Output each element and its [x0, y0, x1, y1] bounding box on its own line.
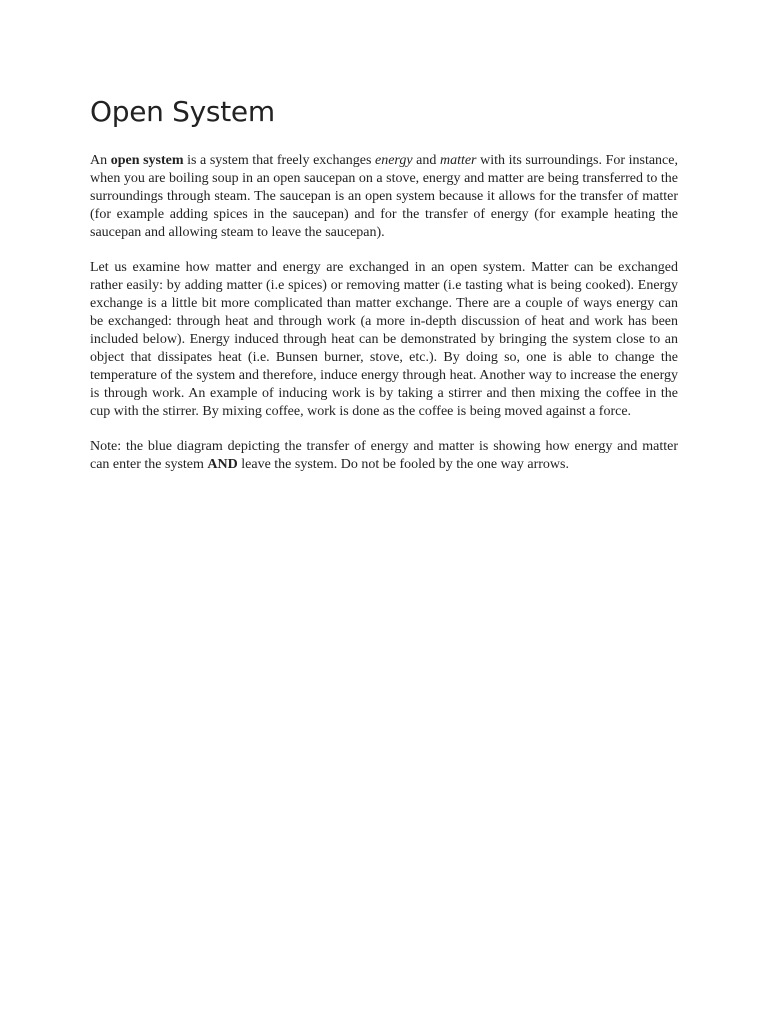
- text-run: leave the system. Do not be fooled by the one way arrows.: [237, 457, 569, 472]
- text-run: Note: the blue diagram depicting the transfer of energy and matter is showing how energy and matter can enter the system: [90, 439, 678, 472]
- bold-term-open-system: open system: [110, 153, 184, 168]
- paragraph-open-system-definition: [90, 152, 678, 242]
- text-run: and: [412, 153, 440, 168]
- text-run: with its surroundings. For instance, when you are boiling soup in an open saucepan on a stove, energy and matter are being transferred to the surroundings through steam. The saucepan is an open system because it allows for the transfer of matter (for example adding spices in the saucepan) and for the transfer of energy (for example heating the saucepan and allowing steam to leave the saucepan).: [90, 153, 678, 240]
- paragraph-note: [90, 438, 678, 474]
- italic-term-energy: energy: [374, 153, 413, 168]
- paragraph-exchange-explanation: Let us examine how matter and energy are exchanged in an open system. Matter can be exchanged rather easily: by adding matter (i.e spices) or removing matter (i.e tasting what is being cooked). Energy exchange is a little bit more complicated than matter exchange. There are a couple of ways energy can be exchanged: through heat and through work (a more in-depth discussion of heat and work has been included below). Energy induced through heat can be demonstrated by bringing the system close to an object that dissipates heat (i.e. Bunsen burner, stove, etc.). By doing so, one is able to change the temperature of the system and therefore, induce energy through heat. Another way to increase the energy is through work. An example of inducing work is by taking a stirrer and then mixing the coffee in the cup with the stirrer. By mixing coffee, work is done as the coffee is being moved against a force.: [90, 260, 678, 419]
- document-page: [90, 92, 678, 491]
- bold-term-and: AND: [207, 457, 238, 472]
- text-run: An: [90, 153, 111, 168]
- text-run: is a system that freely exchanges: [183, 153, 375, 168]
- page-title: Open System: [90, 95, 275, 128]
- italic-term-matter: matter: [439, 153, 477, 168]
